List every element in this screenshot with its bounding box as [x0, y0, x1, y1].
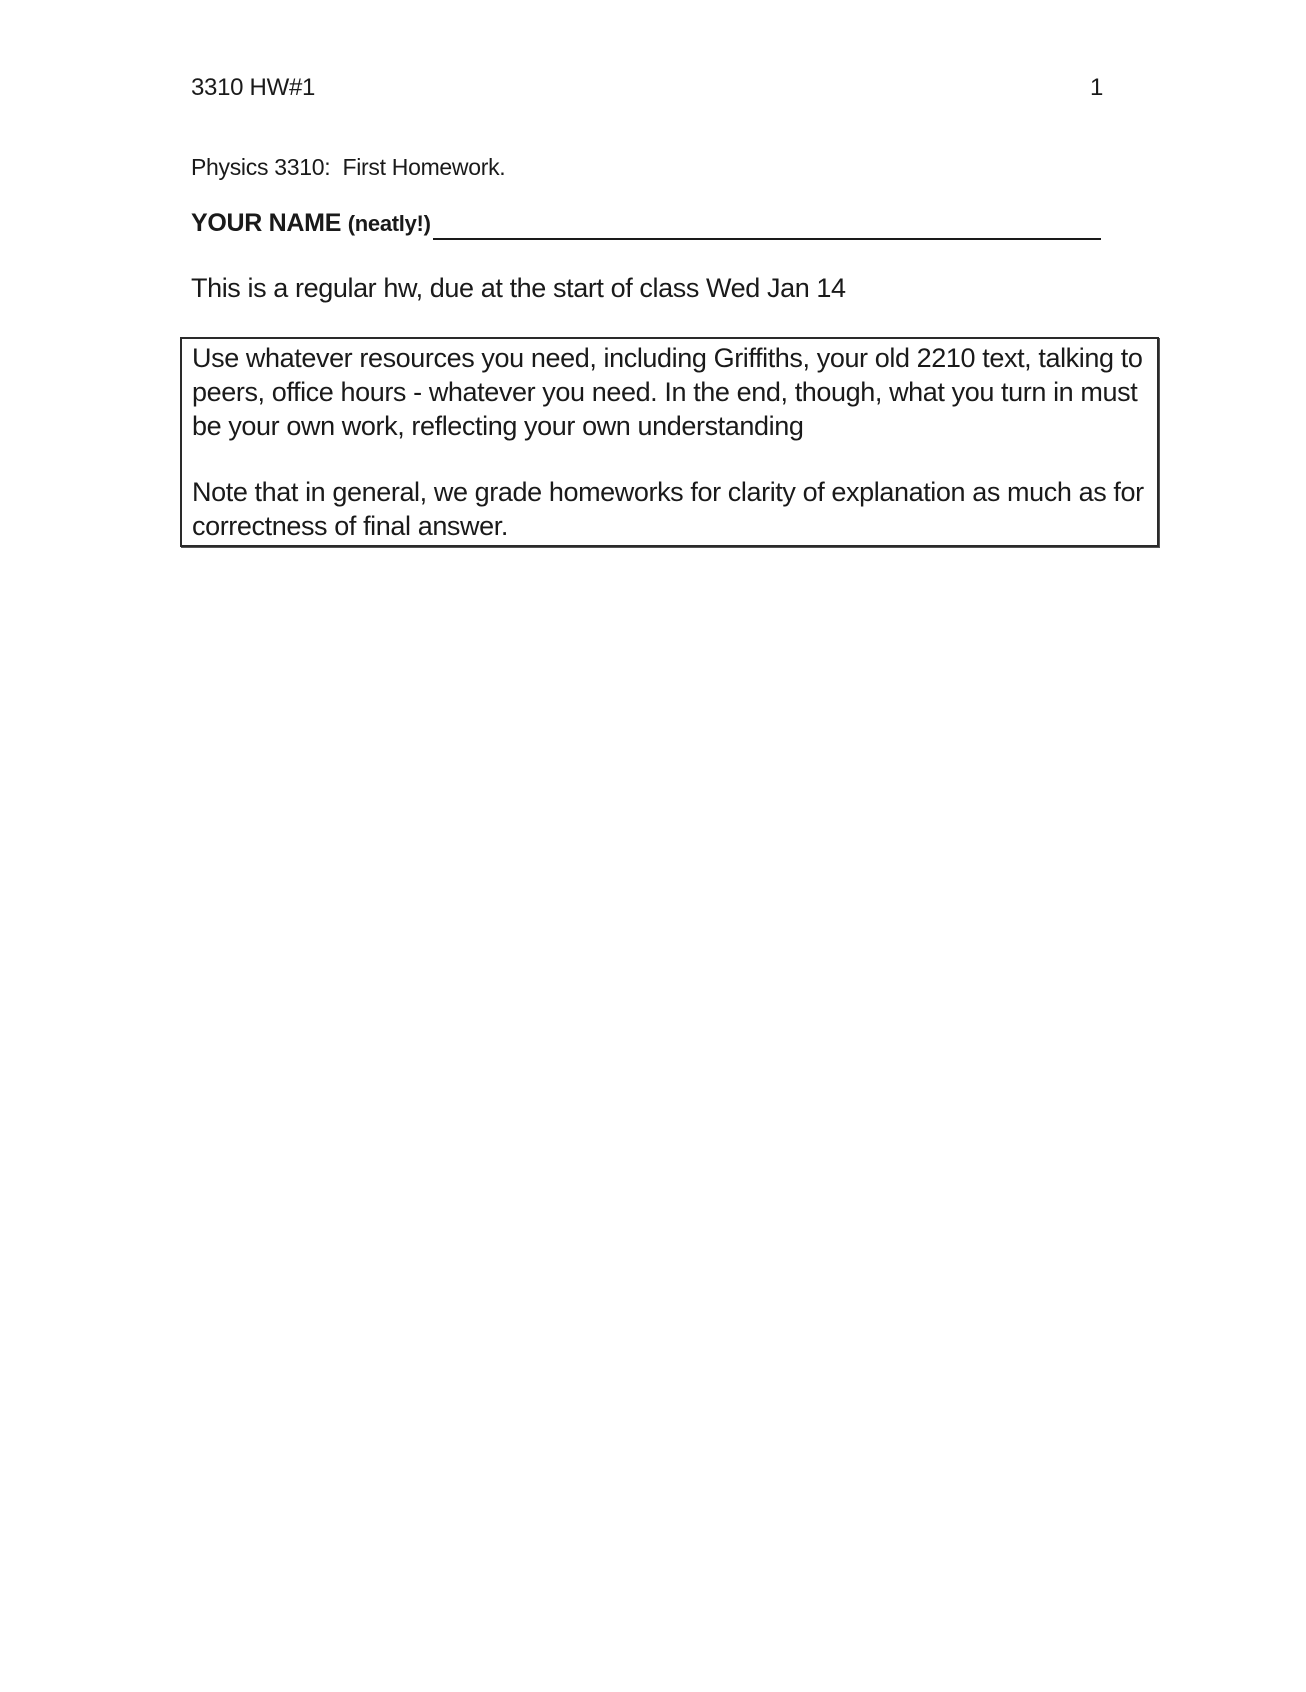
name-label-text: YOUR NAME — [191, 209, 342, 237]
name-field — [191, 209, 1101, 243]
name-field-label — [191, 209, 431, 238]
due-date-line: This is a regular hw, due at the start of class Wed Jan 14 — [191, 273, 846, 303]
notice-paragraph-grading: Note that in general, we grade homeworks for clarity of explanation as much as for correctness of final answer. — [192, 477, 1144, 541]
page-header-title: 3310 HW#1 — [191, 74, 316, 101]
page-number: 1 — [1090, 74, 1104, 101]
name-label-hint: (neatly!) — [347, 211, 431, 236]
document-title: Physics 3310: First Homework. — [191, 154, 506, 180]
name-underline — [433, 238, 1101, 240]
notice-paragraph-resources: Use whatever resources you need, including Griffiths, your old 2210 text, talking to peers, office hours - whatever you need. In the end, though, what you turn in must be your own work, reflecting your own understanding — [192, 343, 1143, 441]
notice-box — [180, 337, 1159, 547]
